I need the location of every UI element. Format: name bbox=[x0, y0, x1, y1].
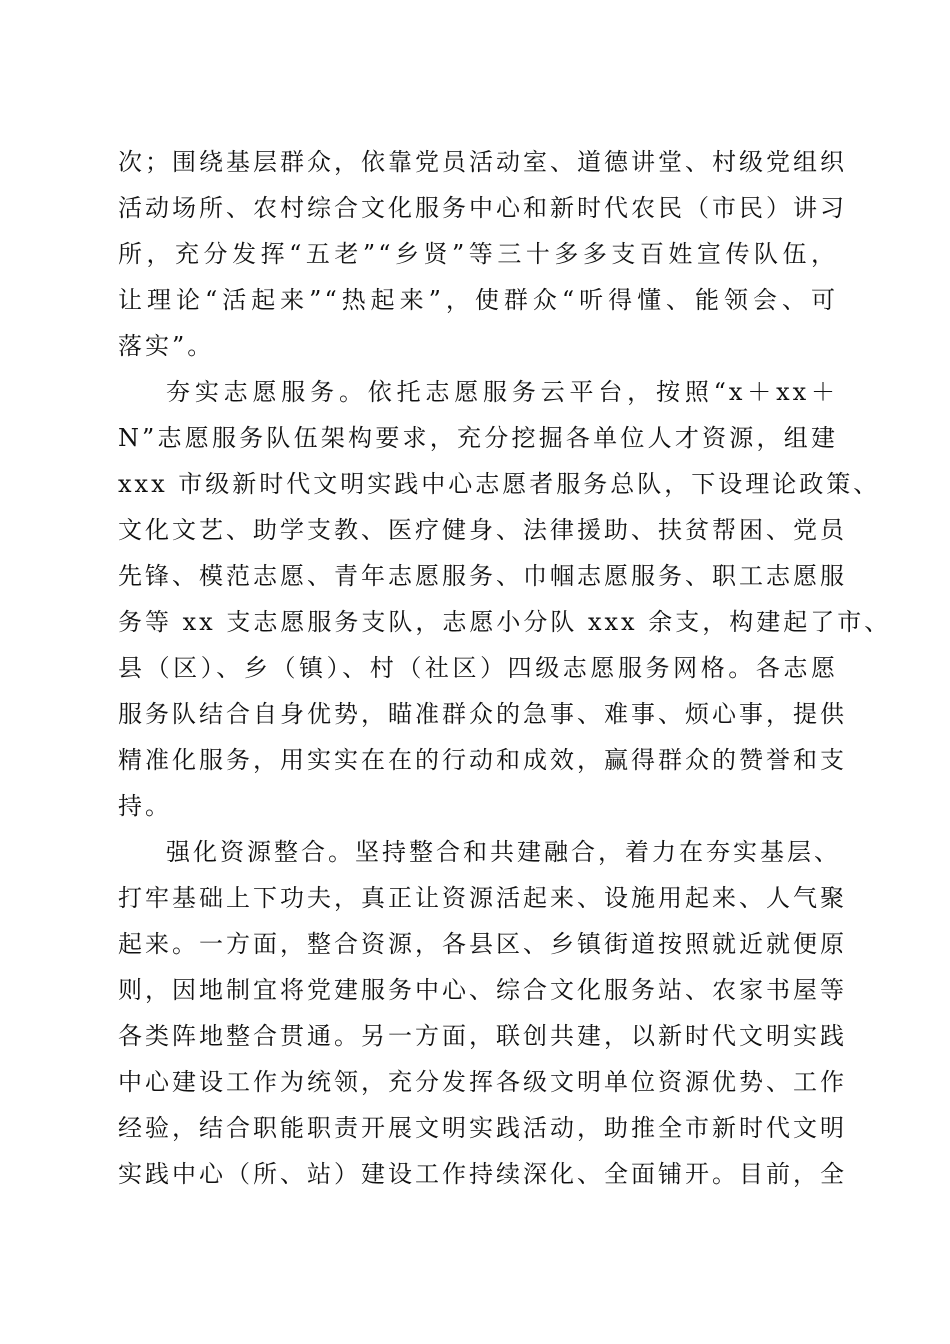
text-line: 持。 bbox=[118, 792, 172, 820]
text-line: 经验，结合职能职责开展文明实践活动，助推全市新时代文明 bbox=[118, 1114, 847, 1142]
text-line: 起来。一方面，整合资源，各县区、乡镇街道按照就近就便原 bbox=[118, 930, 847, 958]
text-line: 所，充分发挥“五老”“乡贤”等三十多多支百姓宣传队伍， bbox=[118, 240, 838, 268]
text-line: 则，因地制宜将党建服务中心、综合文化服务站、农家书屋等 bbox=[118, 976, 847, 1004]
text-line: 落实”。 bbox=[118, 332, 215, 360]
text-line: 各类阵地整合贯通。另一方面，联创共建，以新时代文明实践 bbox=[118, 1022, 847, 1050]
text-line: 服务队结合自身优势，瞄准群众的急事、难事、烦心事，提供 bbox=[118, 700, 847, 728]
text-line: 精准化服务，用实实在在的行动和成效，赢得群众的赞誉和支 bbox=[118, 746, 847, 774]
text-line: 让理论“活起来”“热起来”，使群众“听得懂、能领会、可 bbox=[118, 286, 838, 314]
text-line: xxx 市级新时代文明实践中心志愿者服务总队，下设理论政策、 bbox=[118, 470, 881, 498]
text-line: N”志愿服务队伍架构要求，充分挖掘各单位人才资源，组建 bbox=[118, 424, 838, 452]
text-line: 先锋、模范志愿、青年志愿服务、巾帼志愿服务、职工志愿服 bbox=[118, 562, 847, 590]
text-line: 中心建设工作为统领，充分发挥各级文明单位资源优势、工作 bbox=[118, 1068, 847, 1096]
paragraph-heading-line: 夯实志愿服务。依托志愿服务云平台，按照“x＋xx＋ bbox=[166, 378, 838, 406]
text-line: 务等 xx 支志愿服务支队，志愿小分队 xxx 余支，构建起了市、 bbox=[118, 608, 892, 636]
text-line: 实践中心（所、站）建设工作持续深化、全面铺开。目前，全 bbox=[118, 1160, 847, 1188]
text-line: 活动场所、农村综合文化服务中心和新时代农民（市民）讲习 bbox=[118, 194, 847, 222]
text-line: 打牢基础上下功夫，真正让资源活起来、设施用起来、人气聚 bbox=[118, 884, 847, 912]
text-line: 县（区）、乡（镇）、村（社区）四级志愿服务网格。各志愿 bbox=[118, 654, 838, 682]
paragraph-heading-line: 强化资源整合。坚持整合和共建融合，着力在夯实基层、 bbox=[166, 838, 841, 866]
text-line: 次；围绕基层群众，依靠党员活动室、道德讲堂、村级党组织 bbox=[118, 148, 847, 176]
text-line: 文化文艺、助学支教、医疗健身、法律援助、扶贫帮困、党员 bbox=[118, 516, 847, 544]
